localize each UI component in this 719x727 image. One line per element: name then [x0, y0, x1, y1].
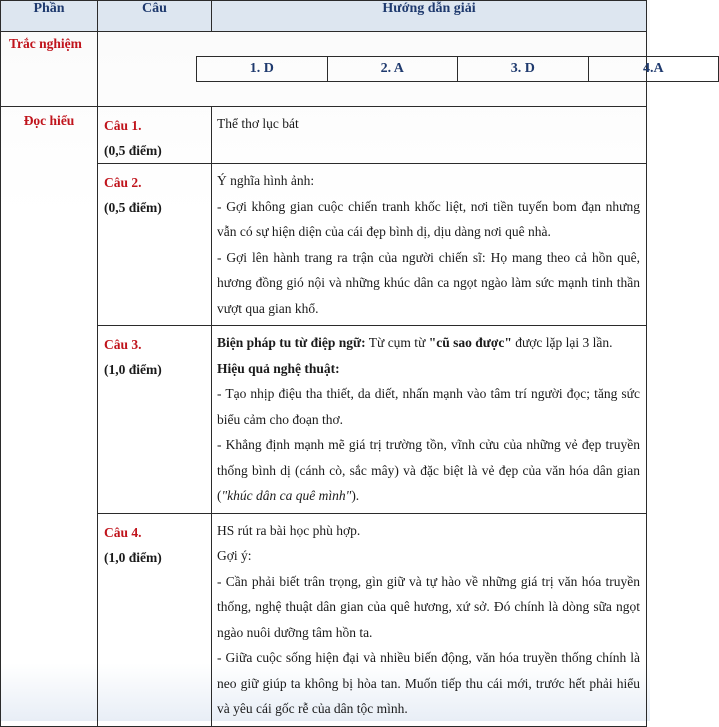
part-trac-nghiem: Trắc nghiệm — [1, 32, 98, 107]
header-part: Phần — [1, 1, 98, 32]
q4-line-3: - Cần phải biết trân trọng, gìn giữ và tự hào về những giá trị văn hóa truyền thống, nghệ thuật dân gian của quê hương, xứ sở. Đó chính là dòng sữa ngọt ngào nuôi dưỡng tâm hồn ta. — [217, 573, 640, 640]
q1-answer-text: Thể thơ lục bát — [217, 116, 299, 131]
q3-technique-text-2: được lặp lại 3 lần. — [511, 335, 613, 350]
question-1-answer — [212, 107, 647, 164]
q4-line-4: - Giữa cuộc sống hiện đại và nhiều biến động, văn hóa truyền thống chính là neo giữ giúp ta không bị hòa tan. Muốn tiếp thu cái mới, trước hết phải hiểu và yêu cái gốc rễ của dân tộc mình. — [217, 650, 640, 716]
q2-line-3: - Gợi lên hành trang ra trận của người chiến sĩ: Họ mang theo cả hồn quê, hương đồng gió nội và những khúc dân ca ngọt ngào làm sức mạnh tinh thần vượt qua gian khổ. — [217, 249, 640, 316]
question-3-name: Câu 3. — [104, 337, 142, 352]
question-3-points: (1,0 điểm) — [104, 362, 162, 377]
q3-effect-2-a: - Khẳng định mạnh mẽ giá trị trường tồn, vĩnh cửu của những vẻ đẹp truyền thống bình dị (cánh cò, sắc mây) và đặc biệt là vẻ đẹp của văn hóa dân gian ( — [217, 437, 640, 503]
q3-technique-label: Biện pháp tu từ điệp ngữ: — [217, 335, 366, 350]
question-3-cell — [98, 326, 212, 514]
trac-nghiem-row — [1, 32, 647, 107]
question-4-cell — [98, 513, 212, 726]
doc-hieu-row-2 — [1, 164, 647, 326]
question-3-answer — [212, 326, 647, 514]
q3-effect-1: - Tạo nhịp điệu tha thiết, da diết, nhấn mạnh vào tâm trí người đọc; tăng sức biểu cảm cho đoạn thơ. — [217, 386, 640, 427]
mc-answer-4: 4.A — [588, 57, 719, 82]
q3-effect-2-b: ). — [351, 488, 360, 503]
q3-effect-heading — [217, 356, 640, 382]
q3-effect-2-italic: "khúc dân ca quê mình" — [221, 488, 352, 503]
q3-technique-text-1: Từ cụm từ — [365, 335, 429, 350]
question-4-points: (1,0 điểm) — [104, 549, 162, 565]
doc-hieu-row-4 — [1, 513, 647, 726]
table-header-row — [1, 1, 647, 32]
mc-answer-2: 2. A — [327, 57, 458, 82]
doc-hieu-row-1 — [1, 107, 647, 164]
q3-technique-quote: "cũ sao được" — [428, 335, 512, 350]
question-2-points: (0,5 điểm) — [104, 200, 162, 215]
q2-line-2: - Gợi không gian cuộc chiến tranh khốc liệt, nơi tiền tuyến bom đạn nhưng vẫn có sự hiện diện của cái đẹp bình dị, dịu dàng nơi quê nhà. — [217, 198, 640, 239]
question-4-answer — [212, 513, 647, 726]
header-question: Câu — [98, 1, 212, 32]
mc-answer-table — [196, 56, 719, 82]
mc-answer-1: 1. D — [197, 57, 328, 82]
part-doc-hieu: Đọc hiểu — [1, 107, 98, 727]
mc-answer-cell — [98, 32, 664, 107]
question-1-cell — [98, 107, 212, 164]
header-guide: Hướng dẫn giải — [212, 1, 647, 32]
question-1-name: Câu 1. — [104, 118, 142, 133]
q4-line-1: HS rút ra bài học phù hợp. — [217, 522, 361, 538]
question-2-name: Câu 2. — [104, 175, 142, 190]
question-1-points: (0,5 điểm) — [104, 143, 162, 158]
q3-technique — [217, 330, 640, 356]
question-2-cell — [98, 164, 212, 326]
question-4-name: Câu 4. — [104, 524, 142, 540]
doc-hieu-row-3 — [1, 326, 647, 514]
mc-answer-3: 3. D — [458, 57, 589, 82]
q3-effect-2 — [217, 432, 640, 509]
q3-effect-label: Hiệu quả nghệ thuật: — [217, 360, 340, 376]
q4-line-2: Gợi ý: — [217, 548, 252, 563]
question-2-answer — [212, 164, 647, 326]
q2-line-1: Ý nghĩa hình ảnh: — [217, 173, 315, 188]
